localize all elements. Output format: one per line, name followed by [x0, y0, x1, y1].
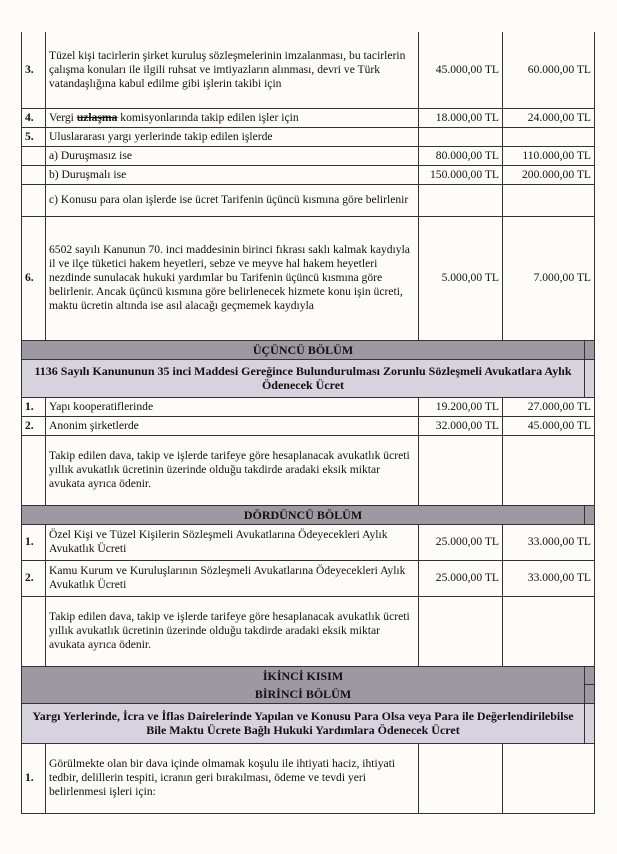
section-subtitle: Yargı Yerlerinde, İcra ve İflas Dairelerinde Yapılan ve Konusu Para Olsa veya Para ile Değerlendirilebilse Bile Maktu Ücrete Bağlı Hukuki Yardımlara Ödenecek Ücret [22, 703, 585, 743]
row-number: 2. [22, 416, 46, 435]
section-title: ÜÇÜNCÜ BÖLÜM [22, 340, 585, 359]
desc-text: Vergi [49, 110, 77, 124]
row-description: Yapı kooperatiflerinde [46, 397, 419, 416]
table-row [22, 165, 595, 184]
row-number [22, 146, 46, 165]
row-max-fee: 24.000,00 TL [503, 108, 595, 127]
header-strip [585, 703, 595, 743]
row-number [22, 435, 46, 505]
row-description: Takip edilen dava, takip ve işlerde tarifeye göre hesaplanacak avukatlık ücreti yıllık avukatlık ücretinin üzerinde olduğu takdirde aradaki eksik miktar avukata ayrıca ödenir. [46, 435, 419, 505]
row-max-fee: 110.000,00 TL [503, 146, 595, 165]
desc-text: komisyonlarında takip edilen işler için [117, 110, 299, 124]
row-min-fee: 25.000,00 TL [419, 524, 503, 560]
fee-tariff-table [21, 32, 595, 814]
table-row [22, 32, 595, 108]
table-row [22, 146, 595, 165]
section-subheader [22, 359, 595, 397]
row-max-fee [503, 127, 595, 146]
section-subheader [22, 703, 595, 743]
row-description: Takip edilen dava, takip ve işlerde tarifeye göre hesaplanacak avukatlık ücreti yıllık avukatlık ücretinin üzerinde olduğu takdirde aradaki eksik miktar avukata ayrıca ödenir. [46, 596, 419, 666]
header-strip [585, 340, 595, 359]
row-description: Tüzel kişi tacirlerin şirket kuruluş sözleşmelerinin imzalanması, bu tacirlerin çalışma konuları ile ilgili ruhsat ve imtiyazların alınması, devri ve Türk vatandaşlığına kabul edilme gibi işlerin takibi için [46, 32, 419, 108]
row-number: 1. [22, 397, 46, 416]
table-row [22, 524, 595, 560]
row-max-fee [503, 184, 595, 216]
section-title: BİRİNCİ BÖLÜM [22, 685, 585, 704]
row-min-fee: 45.000,00 TL [419, 32, 503, 108]
row-max-fee [503, 596, 595, 666]
row-description: Uluslararası yargı yerlerinde takip edilen işlerde [46, 127, 419, 146]
row-min-fee [419, 596, 503, 666]
row-number [22, 184, 46, 216]
row-min-fee: 19.200,00 TL [419, 397, 503, 416]
row-description: Anonim şirketlerde [46, 416, 419, 435]
table-row [22, 596, 595, 666]
row-min-fee: 32.000,00 TL [419, 416, 503, 435]
row-number: 2. [22, 560, 46, 596]
section-header [22, 505, 595, 524]
row-description: Görülmekte olan bir dava içinde olmamak koşulu ile ihtiyati haciz, ihtiyati tedbir, delillerin tespiti, icranın geri bırakılması, ödeme ve tevdi yeri belirlenmesi işleri için: [46, 743, 419, 813]
row-number: 1. [22, 743, 46, 813]
row-min-fee [419, 743, 503, 813]
part-header [22, 666, 595, 685]
row-description: 6502 sayılı Kanunun 70. inci maddesinin birinci fıkrası saklı kalmak kaydıyla il ve ilçe tüketici hakem heyetleri, sebze ve meyve hal hakem heyetleri nezdinde sunulacak hukuki yardımlar bu Tarifenin üçüncü kısmına göre belirlenir. Ancak üçüncü kısmına göre belirlenecek hizmete konu işin ücreti, maktu ücretin altında ise asıl alacağı geçmemek kaydıyla [46, 216, 419, 340]
row-description: Kamu Kurum ve Kuruluşlarının Sözleşmeli Avukatlarına Ödeyecekleri Aylık Avukatlık Ücreti [46, 560, 419, 596]
row-number [22, 165, 46, 184]
table-row [22, 397, 595, 416]
table-row [22, 216, 595, 340]
section-header [22, 685, 595, 704]
row-min-fee: 25.000,00 TL [419, 560, 503, 596]
table-row [22, 743, 595, 813]
table-row [22, 127, 595, 146]
row-number: 4. [22, 108, 46, 127]
header-strip [585, 359, 595, 397]
row-max-fee: 33.000,00 TL [503, 524, 595, 560]
row-number: 3. [22, 32, 46, 108]
row-description: a) Duruşmasız ise [46, 146, 419, 165]
row-min-fee: 18.000,00 TL [419, 108, 503, 127]
row-description [46, 108, 419, 127]
row-number [22, 596, 46, 666]
row-min-fee [419, 184, 503, 216]
table-row [22, 560, 595, 596]
row-description: Özel Kişi ve Tüzel Kişilerin Sözleşmeli Avukatlarına Ödeyecekleri Aylık Avukatlık Ücreti [46, 524, 419, 560]
header-strip [585, 685, 595, 704]
section-subtitle: 1136 Sayılı Kanununun 35 inci Maddesi Gereğince Bulundurulması Zorunlu Sözleşmeli Avukatlara Aylık Ödenecek Ücret [22, 359, 585, 397]
table-row [22, 108, 595, 127]
row-max-fee: 60.000,00 TL [503, 32, 595, 108]
row-max-fee: 200.000,00 TL [503, 165, 595, 184]
row-number: 6. [22, 216, 46, 340]
part-title: İKİNCİ KISIM [22, 666, 585, 685]
row-number: 5. [22, 127, 46, 146]
row-max-fee: 7.000,00 TL [503, 216, 595, 340]
header-strip [585, 666, 595, 685]
section-header [22, 340, 595, 359]
row-max-fee: 33.000,00 TL [503, 560, 595, 596]
row-min-fee: 5.000,00 TL [419, 216, 503, 340]
row-max-fee: 27.000,00 TL [503, 397, 595, 416]
struck-word: uzlaşma [76, 110, 118, 124]
section-title: DÖRDÜNCÜ BÖLÜM [22, 505, 585, 524]
row-max-fee: 45.000,00 TL [503, 416, 595, 435]
row-min-fee: 150.000,00 TL [419, 165, 503, 184]
row-description: c) Konusu para olan işlerde ise ücret Tarifenin üçüncü kısmına göre belirlenir [46, 184, 419, 216]
header-strip [585, 505, 595, 524]
table-row [22, 184, 595, 216]
row-min-fee [419, 435, 503, 505]
table-row [22, 435, 595, 505]
row-max-fee [503, 743, 595, 813]
row-max-fee [503, 435, 595, 505]
row-description: b) Duruşmalı ise [46, 165, 419, 184]
row-number: 1. [22, 524, 46, 560]
row-min-fee: 80.000,00 TL [419, 146, 503, 165]
table-row [22, 416, 595, 435]
row-min-fee [419, 127, 503, 146]
